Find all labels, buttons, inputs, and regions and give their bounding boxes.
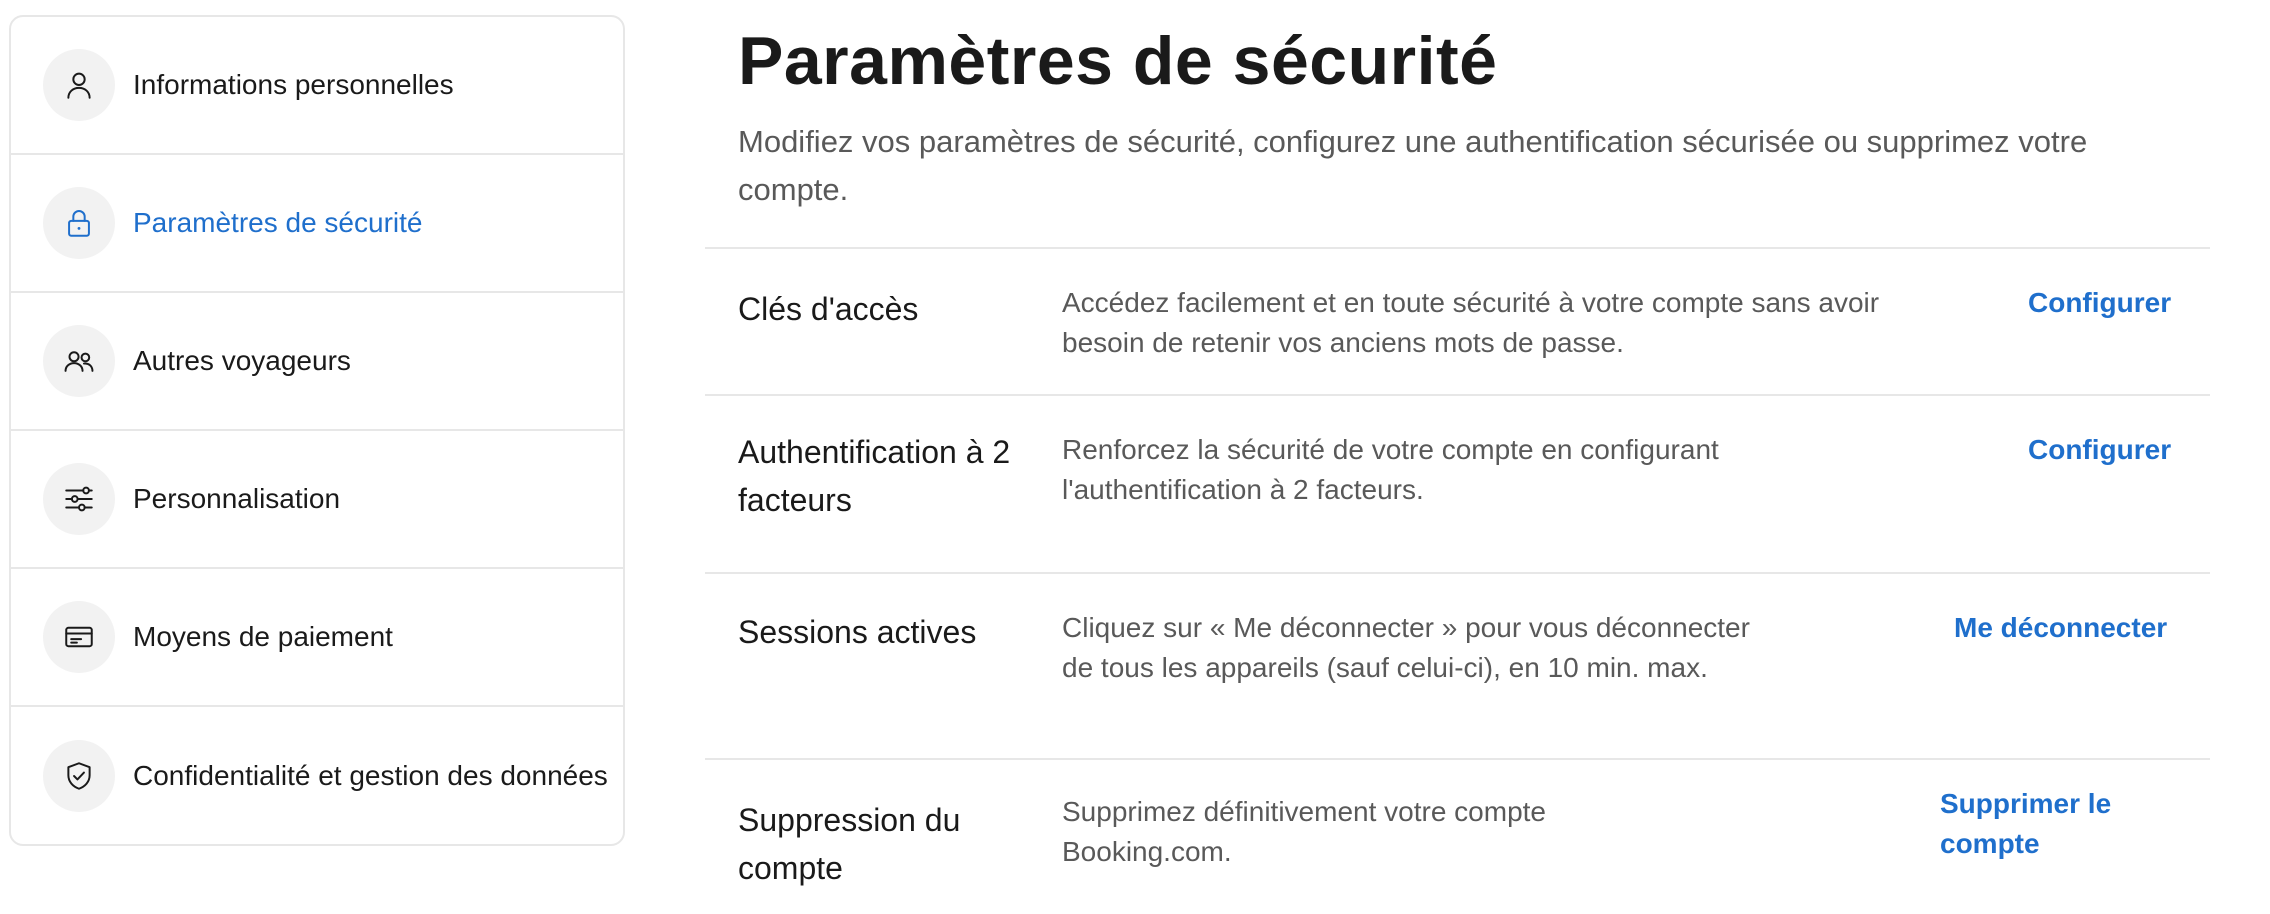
- row-description: Accédez facilement et en toute sécurité à votre compte sans avoir besoin de retenir vos anciens mots de passe.: [1062, 287, 1880, 358]
- configure-2fa-button[interactable]: Configurer: [2028, 434, 2172, 465]
- row-description: Renforcez la sécurité de votre compte en configurant l'authentification à 2 facteurs.: [1062, 434, 1719, 505]
- sidebar-item-personal-info[interactable]: [11, 17, 623, 155]
- row-title: Clés d'accès: [738, 291, 919, 327]
- delete-account-button[interactable]: Supprimer le compte: [1940, 788, 2112, 859]
- sidebar-item-label: Informations personnelles: [133, 69, 454, 100]
- sidebar-item-payment-methods[interactable]: [11, 569, 623, 707]
- sidebar-item-label: Moyens de paiement: [133, 621, 393, 652]
- sidebar-item-privacy[interactable]: [11, 707, 623, 845]
- sidebar-item-label: Autres voyageurs: [133, 345, 351, 376]
- lock-icon: [43, 187, 115, 259]
- settings-sidebar: [9, 15, 625, 846]
- row-description: Supprimez définitivement votre compte Booking.com.: [1062, 796, 1546, 867]
- person-icon: [43, 49, 115, 121]
- sidebar-item-label: Personnalisation: [133, 483, 341, 514]
- passkeys-row: [705, 247, 2210, 394]
- sidebar-item-label: Paramètres de sécurité: [133, 207, 423, 238]
- configure-passkeys-button[interactable]: Configurer: [2028, 287, 2172, 318]
- row-title: Sessions actives: [738, 614, 977, 650]
- sidebar-item-personalisation[interactable]: [11, 431, 623, 569]
- sidebar-item-other-travellers[interactable]: [11, 293, 623, 431]
- sign-out-all-button[interactable]: Me déconnecter: [1954, 612, 2168, 643]
- active-sessions-row: [705, 572, 2210, 758]
- two-factor-row: [705, 394, 2210, 572]
- delete-account-row: [705, 758, 2210, 914]
- sidebar-item-security[interactable]: [11, 155, 623, 293]
- sliders-icon: [43, 463, 115, 535]
- sidebar-item-label: Confidentialité et gestion des données: [133, 760, 608, 791]
- shield-check-icon: [43, 740, 115, 812]
- page-subtitle: Modifiez vos paramètres de sécurité, configurez une authentification sécurisée ou supprimez votre compte.: [738, 124, 2088, 207]
- row-title: Suppression du compte: [738, 802, 961, 886]
- row-title: Authentification à 2 facteurs: [738, 434, 1011, 518]
- row-description: Cliquez sur « Me déconnecter » pour vous déconnecter de tous les appareils (sauf celui-ci), en 10 min. max.: [1062, 612, 1750, 683]
- page-title: Paramètres de sécurité: [738, 23, 1498, 99]
- card-icon: [43, 601, 115, 673]
- people-icon: [43, 325, 115, 397]
